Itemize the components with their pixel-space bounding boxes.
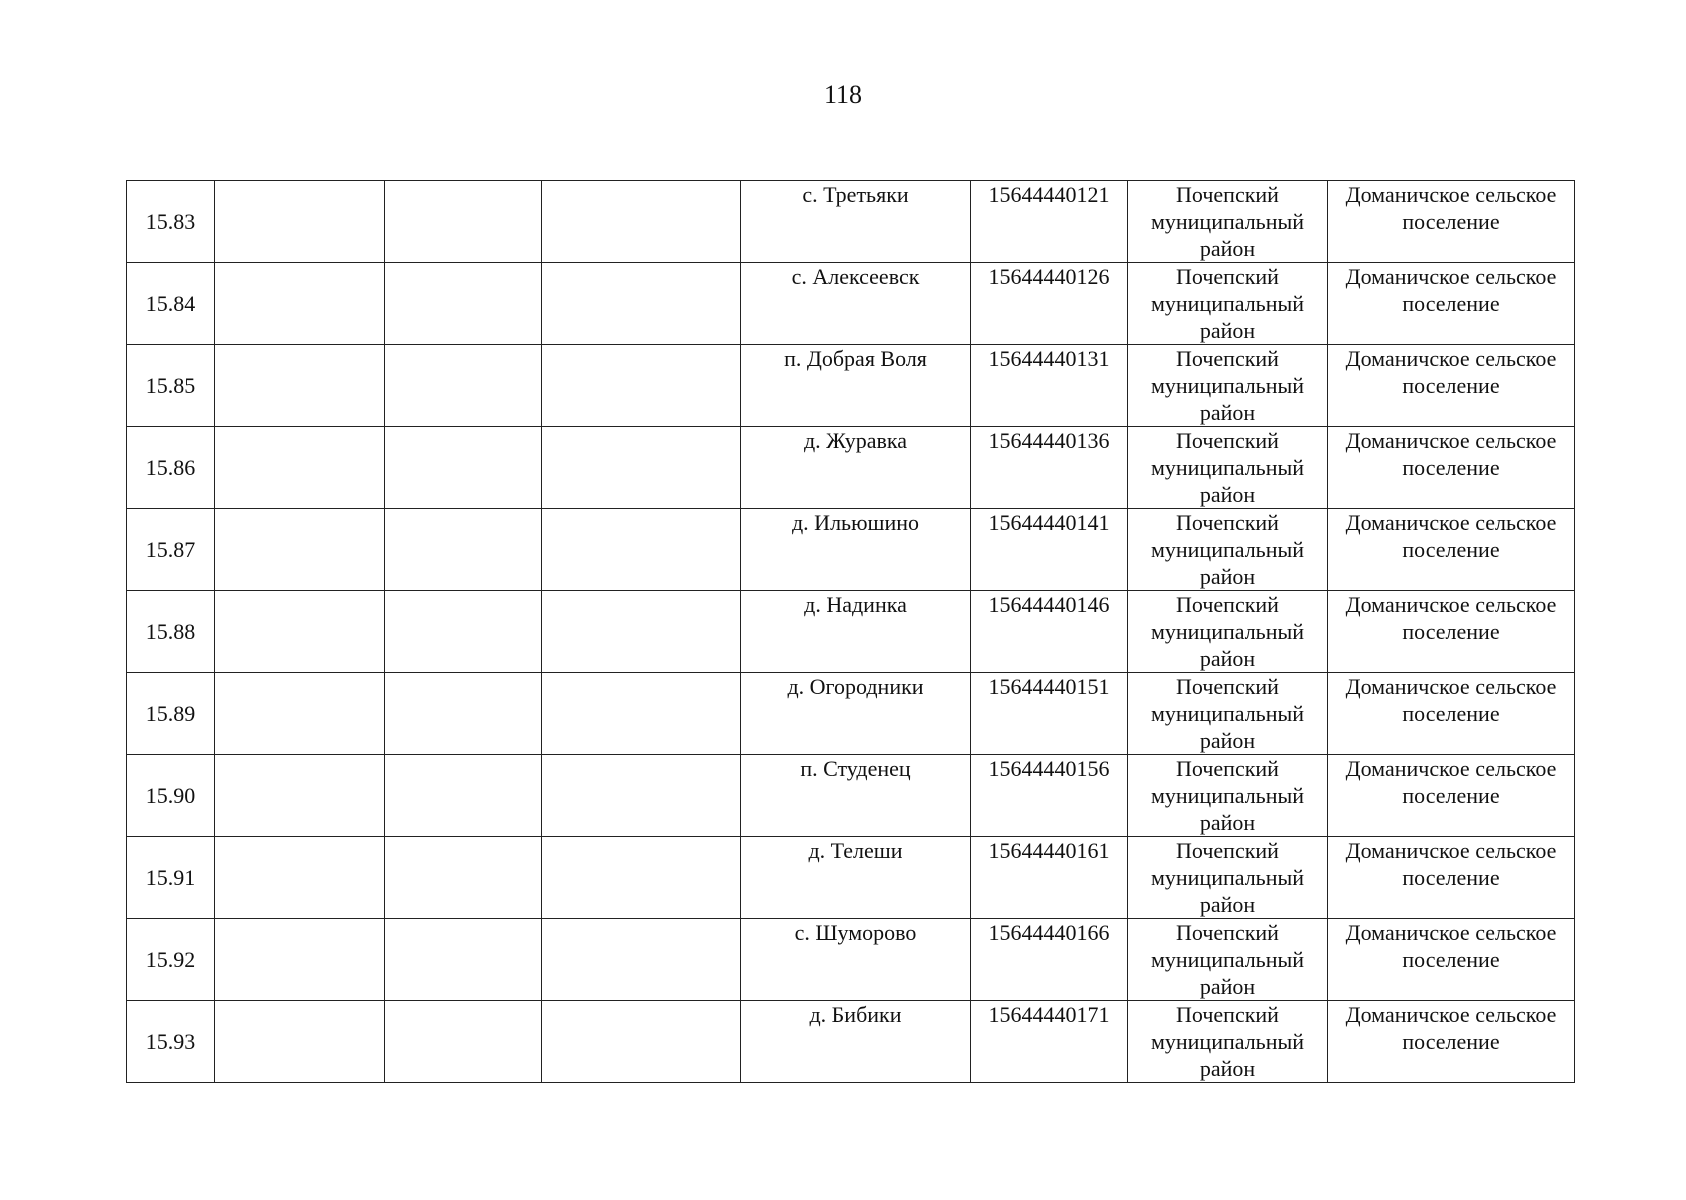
municipality-name: Доманичское сельское поселение	[1328, 263, 1575, 345]
empty-cell	[542, 673, 741, 755]
empty-cell	[215, 591, 385, 673]
district-name: Почепский муниципальный район	[1128, 837, 1328, 919]
table-row	[127, 673, 1575, 755]
empty-cell	[215, 509, 385, 591]
row-number: 15.93	[127, 1001, 215, 1083]
district-name: Почепский муниципальный район	[1128, 181, 1328, 263]
district-name: Почепский муниципальный район	[1128, 509, 1328, 591]
empty-cell	[215, 263, 385, 345]
empty-cell	[542, 837, 741, 919]
row-number: 15.90	[127, 755, 215, 837]
row-number: 15.88	[127, 591, 215, 673]
district-name: Почепский муниципальный район	[1128, 755, 1328, 837]
oktmo-code: 15644440156	[971, 755, 1128, 837]
empty-cell	[215, 755, 385, 837]
empty-cell	[385, 591, 542, 673]
empty-cell	[215, 427, 385, 509]
empty-cell	[385, 263, 542, 345]
empty-cell	[215, 181, 385, 263]
table-row	[127, 427, 1575, 509]
empty-cell	[385, 509, 542, 591]
empty-cell	[385, 919, 542, 1001]
empty-cell	[215, 673, 385, 755]
oktmo-code: 15644440126	[971, 263, 1128, 345]
settlements-table	[126, 180, 1575, 1083]
empty-cell	[385, 755, 542, 837]
municipality-name: Доманичское сельское поселение	[1328, 509, 1575, 591]
empty-cell	[542, 509, 741, 591]
oktmo-code: 15644440151	[971, 673, 1128, 755]
row-number: 15.86	[127, 427, 215, 509]
empty-cell	[385, 837, 542, 919]
row-number: 15.87	[127, 509, 215, 591]
municipality-name: Доманичское сельское поселение	[1328, 919, 1575, 1001]
row-number: 15.89	[127, 673, 215, 755]
table-row	[127, 345, 1575, 427]
municipality-name: Доманичское сельское поселение	[1328, 673, 1575, 755]
municipality-name: Доманичское сельское поселение	[1328, 591, 1575, 673]
oktmo-code: 15644440136	[971, 427, 1128, 509]
oktmo-code: 15644440171	[971, 1001, 1128, 1083]
row-number: 15.84	[127, 263, 215, 345]
settlement-name: д. Ильюшино	[741, 509, 971, 591]
district-name: Почепский муниципальный район	[1128, 345, 1328, 427]
oktmo-code: 15644440166	[971, 919, 1128, 1001]
municipality-name: Доманичское сельское поселение	[1328, 427, 1575, 509]
empty-cell	[385, 673, 542, 755]
empty-cell	[385, 345, 542, 427]
empty-cell	[542, 919, 741, 1001]
row-number: 15.91	[127, 837, 215, 919]
settlement-name: д. Надинка	[741, 591, 971, 673]
municipality-name: Доманичское сельское поселение	[1328, 755, 1575, 837]
district-name: Почепский муниципальный район	[1128, 673, 1328, 755]
district-name: Почепский муниципальный район	[1128, 427, 1328, 509]
oktmo-code: 15644440121	[971, 181, 1128, 263]
row-number: 15.83	[127, 181, 215, 263]
empty-cell	[215, 1001, 385, 1083]
table-row	[127, 263, 1575, 345]
settlement-name: п. Студенец	[741, 755, 971, 837]
oktmo-code: 15644440146	[971, 591, 1128, 673]
empty-cell	[215, 345, 385, 427]
district-name: Почепский муниципальный район	[1128, 263, 1328, 345]
table-row	[127, 919, 1575, 1001]
empty-cell	[542, 1001, 741, 1083]
empty-cell	[542, 755, 741, 837]
table-row	[127, 1001, 1575, 1083]
district-name: Почепский муниципальный район	[1128, 1001, 1328, 1083]
table-row	[127, 181, 1575, 263]
empty-cell	[385, 181, 542, 263]
row-number: 15.85	[127, 345, 215, 427]
table-row	[127, 837, 1575, 919]
empty-cell	[542, 591, 741, 673]
empty-cell	[542, 345, 741, 427]
municipality-name: Доманичское сельское поселение	[1328, 1001, 1575, 1083]
settlement-name: д. Бибики	[741, 1001, 971, 1083]
table-row	[127, 591, 1575, 673]
settlement-name: п. Добрая Воля	[741, 345, 971, 427]
municipality-name: Доманичское сельское поселение	[1328, 837, 1575, 919]
oktmo-code: 15644440161	[971, 837, 1128, 919]
district-name: Почепский муниципальный район	[1128, 919, 1328, 1001]
empty-cell	[215, 919, 385, 1001]
settlement-name: с. Третьяки	[741, 181, 971, 263]
empty-cell	[385, 1001, 542, 1083]
oktmo-code: 15644440141	[971, 509, 1128, 591]
empty-cell	[542, 263, 741, 345]
settlement-name: с. Алексеевск	[741, 263, 971, 345]
page-number: 118	[823, 80, 863, 109]
settlement-name: д. Журавка	[741, 427, 971, 509]
row-number: 15.92	[127, 919, 215, 1001]
municipality-name: Доманичское сельское поселение	[1328, 345, 1575, 427]
empty-cell	[215, 837, 385, 919]
empty-cell	[542, 427, 741, 509]
empty-cell	[542, 181, 741, 263]
table-row	[127, 509, 1575, 591]
settlement-name: д. Огородники	[741, 673, 971, 755]
settlement-name: д. Телеши	[741, 837, 971, 919]
table-body	[127, 181, 1575, 1083]
oktmo-code: 15644440131	[971, 345, 1128, 427]
empty-cell	[385, 427, 542, 509]
table-row	[127, 755, 1575, 837]
district-name: Почепский муниципальный район	[1128, 591, 1328, 673]
settlement-name: с. Шуморово	[741, 919, 971, 1001]
municipality-name: Доманичское сельское поселение	[1328, 181, 1575, 263]
